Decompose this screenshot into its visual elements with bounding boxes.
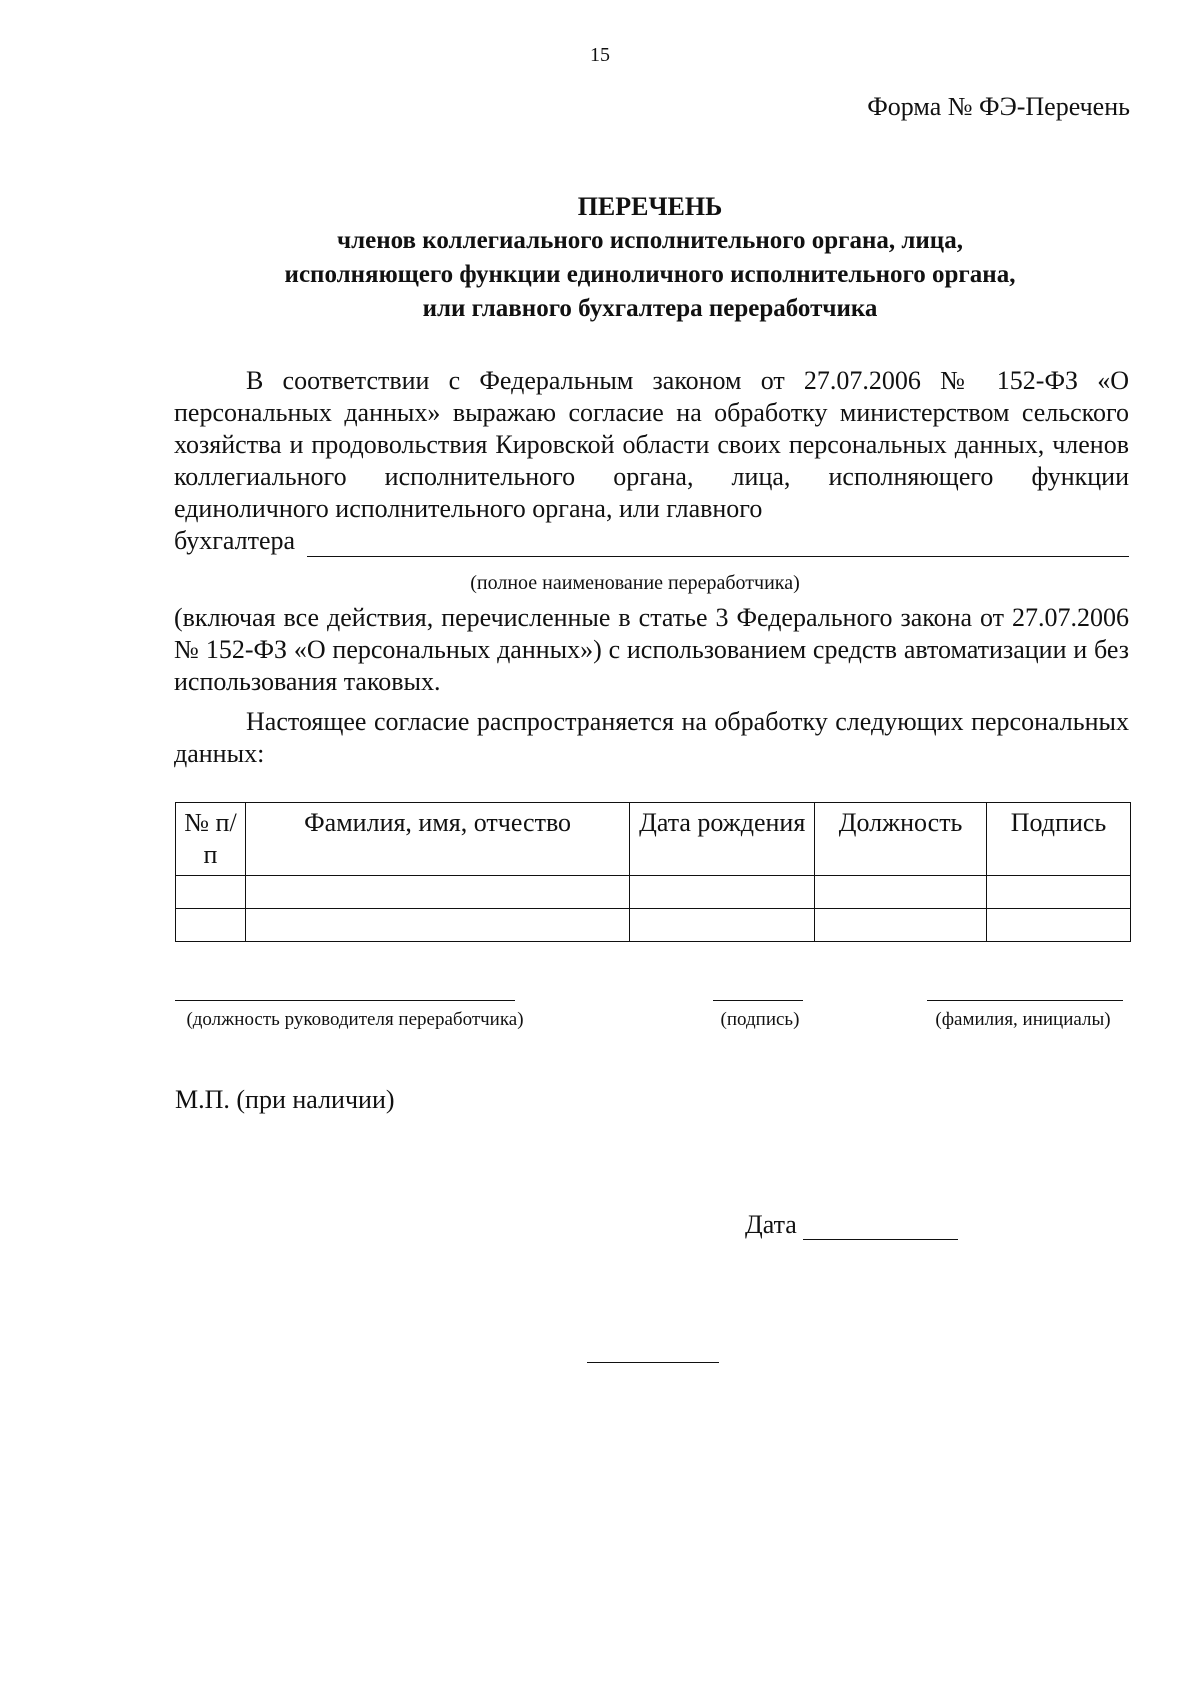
- header-full-name: Фамилия, имя, отчество: [245, 803, 629, 876]
- title-line-1: членов коллегиального исполнительного органа, лица,: [337, 227, 963, 254]
- table-cell[interactable]: [245, 909, 629, 942]
- manager-signature-caption: (подпись): [720, 1009, 800, 1030]
- manager-position-caption: (должность руководителя переработчика): [186, 1009, 524, 1030]
- header-number: № п/п: [176, 803, 246, 876]
- table-cell[interactable]: [987, 909, 1131, 942]
- table-header-row: [176, 803, 1131, 876]
- processor-name-line: [174, 525, 1129, 557]
- consent-paragraph-text: В соответствии с Федеральным законом от 27.07.2006 № 152-ФЗ «О персональных данных» выражаю согласие на обработку министерством сельского хозяйства и продовольствия Кировской области своих персональных данных, членов коллегиального исполнительного органа, лица, исполняющего функции единоличного исполнительного органа, или главного: [174, 366, 1129, 523]
- manager-signature-line: [713, 1000, 803, 1009]
- title-line-2: исполняющего функции единоличного исполнительного органа,: [284, 261, 1016, 288]
- header-position: Должность: [815, 803, 987, 876]
- table-cell[interactable]: [815, 909, 987, 942]
- processor-name-blank[interactable]: [307, 530, 1129, 557]
- table-row: [176, 876, 1131, 909]
- header-birth-date: Дата рождения: [630, 803, 815, 876]
- signature-block: [175, 1000, 1131, 1040]
- document-title: [170, 190, 1130, 326]
- manager-position-field[interactable]: [175, 1000, 535, 1031]
- header-signature: Подпись: [987, 803, 1131, 876]
- page-number: 15: [590, 44, 610, 66]
- date-label: Дата: [745, 1210, 797, 1239]
- form-label: Форма № ФЭ-Перечень: [867, 92, 1130, 121]
- table-cell[interactable]: [630, 909, 815, 942]
- processor-name-caption: (полное наименование переработчика): [470, 572, 800, 594]
- manager-signature-field[interactable]: [705, 1000, 815, 1031]
- seal-label: М.П. (при наличии): [175, 1085, 395, 1114]
- persons-table: [175, 802, 1131, 942]
- manager-name-field[interactable]: [915, 1000, 1131, 1031]
- manager-name-line: [927, 1000, 1123, 1009]
- consent-paragraph: [174, 365, 1129, 557]
- title-line-3: или главного бухгалтера переработчика: [422, 295, 878, 322]
- accountant-word: бухгалтера: [174, 526, 296, 555]
- table-cell[interactable]: [176, 876, 246, 909]
- actions-paragraph: (включая все действия, перечисленные в статье 3 Федерального закона от 27.07.2006 № 152-ФЗ «О персональных данных») с использованием средств автоматизации и без использования таковых.: [174, 603, 1129, 696]
- table-cell[interactable]: [176, 909, 246, 942]
- title-main: ПЕРЕЧЕНЬ: [577, 192, 723, 221]
- table-row: [176, 909, 1131, 942]
- date-blank[interactable]: [803, 1213, 958, 1240]
- table-cell[interactable]: [245, 876, 629, 909]
- scope-paragraph: Настоящее согласие распространяется на обработку следующих персональных данных:: [174, 707, 1129, 768]
- manager-name-caption: (фамилия, инициалы): [935, 1009, 1111, 1030]
- table-cell[interactable]: [630, 876, 815, 909]
- table-cell[interactable]: [987, 876, 1131, 909]
- manager-position-line: [175, 1000, 515, 1009]
- table-cell[interactable]: [815, 876, 987, 909]
- end-divider: [587, 1362, 719, 1363]
- date-field: [745, 1210, 958, 1240]
